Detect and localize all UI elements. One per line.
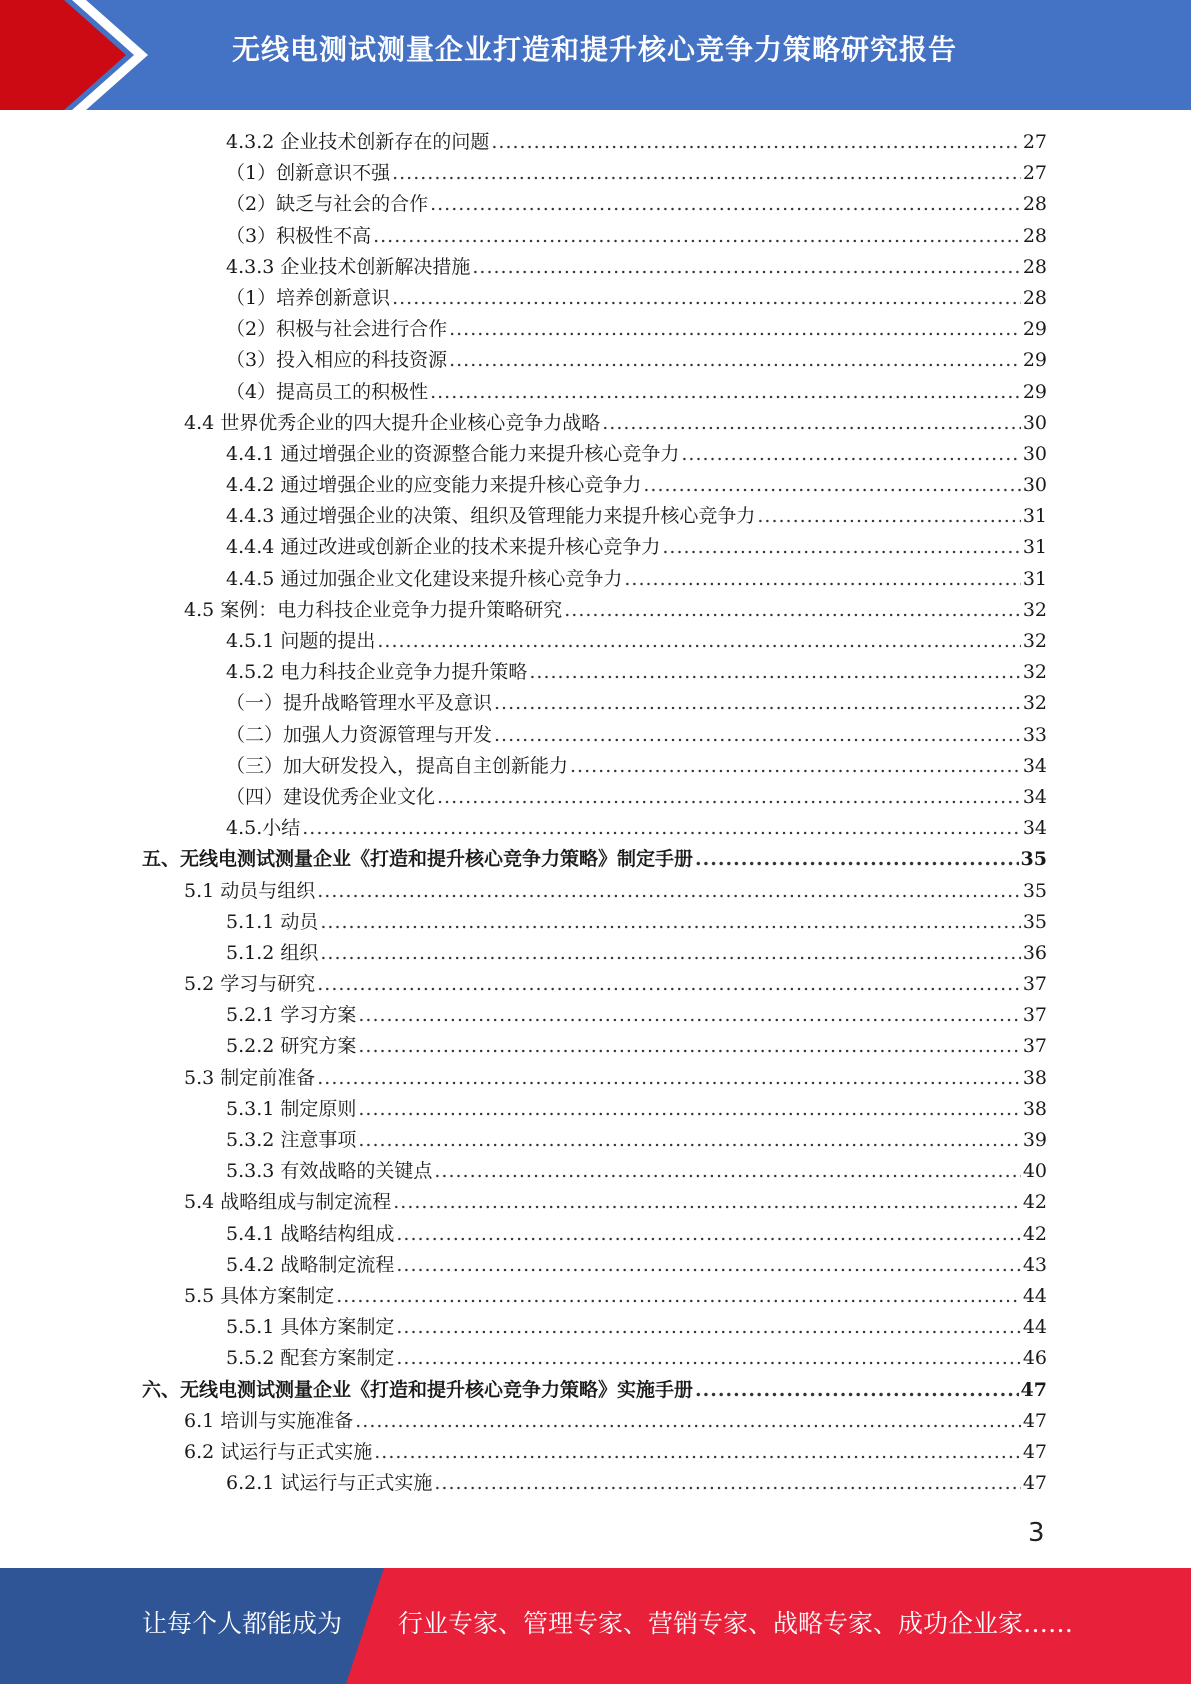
toc-dot-leader bbox=[472, 252, 1020, 283]
toc-entry-title: （1）培养创新意识 bbox=[226, 286, 391, 309]
toc-entry[interactable] bbox=[0, 938, 1191, 969]
toc-entry[interactable] bbox=[0, 969, 1191, 1000]
toc-entry-page: 35 bbox=[1022, 910, 1047, 933]
toc-entry[interactable] bbox=[0, 1312, 1191, 1343]
toc-dot-leader bbox=[434, 1468, 1020, 1499]
toc-entry[interactable] bbox=[0, 189, 1191, 220]
toc-entry-page: 47 bbox=[1022, 1472, 1047, 1495]
toc-dot-leader bbox=[392, 283, 1021, 314]
toc-dot-leader bbox=[437, 782, 1021, 813]
toc-entry-title: （3）积极性不高 bbox=[226, 224, 372, 247]
toc-entry-title: 4.4.3 通过增强企业的决策、组织及管理能力来提升核心竞争力 bbox=[226, 505, 756, 528]
toc-dot-leader bbox=[358, 1125, 1020, 1156]
toc-entry[interactable] bbox=[0, 751, 1191, 782]
toc-entry-title: 5.3 制定前准备 bbox=[184, 1066, 316, 1089]
toc-entry-title: 4.4.2 通过增强企业的应变能力来提升核心竞争力 bbox=[226, 474, 642, 497]
toc-entry-page: 32 bbox=[1022, 692, 1047, 715]
toc-entry-page: 35 bbox=[1020, 848, 1047, 871]
toc-entry-title: 5.5.2 配套方案制定 bbox=[226, 1347, 395, 1370]
toc-entry-page: 38 bbox=[1022, 1066, 1047, 1089]
toc-dot-leader bbox=[336, 1281, 1021, 1312]
toc-dot-leader bbox=[564, 595, 1021, 626]
toc-entry-title: 5.3.2 注意事项 bbox=[226, 1129, 357, 1151]
toc-entry-title: 4.4.1 通过增强企业的资源整合能力来提升核心竞争力 bbox=[226, 442, 680, 465]
footer-slogan: 让每个人都能成为 bbox=[142, 1609, 343, 1638]
toc-entry-title: 5.5 具体方案制定 bbox=[184, 1284, 335, 1307]
toc-entry[interactable] bbox=[0, 1187, 1191, 1218]
toc-entry-title: 4.4 世界优秀企业的四大提升企业核心竞争力战略 bbox=[184, 411, 601, 434]
toc-entry-page: 29 bbox=[1022, 380, 1047, 403]
toc-dot-leader bbox=[430, 377, 1021, 408]
toc-entry-title: 5.2 学习与研究 bbox=[184, 973, 316, 996]
toc-entry[interactable] bbox=[0, 1156, 1191, 1187]
toc-entry-title: 4.3.3 企业技术创新解决措施 bbox=[226, 255, 471, 278]
toc-entry[interactable] bbox=[0, 283, 1191, 314]
toc-dot-leader bbox=[358, 1094, 1020, 1125]
toc-entry[interactable] bbox=[0, 314, 1191, 345]
toc-dot-leader bbox=[302, 813, 1021, 844]
toc-dot-leader bbox=[396, 1219, 1020, 1250]
toc-entry[interactable] bbox=[0, 1219, 1191, 1250]
toc-entry-page: 34 bbox=[1022, 754, 1047, 777]
toc-entry-page: 46 bbox=[1022, 1347, 1047, 1370]
toc-dot-leader bbox=[393, 1187, 1021, 1218]
toc-dot-leader bbox=[320, 938, 1020, 969]
toc-entry[interactable] bbox=[0, 1406, 1191, 1437]
toc-entry-page: 30 bbox=[1022, 474, 1047, 497]
toc-dot-leader bbox=[358, 1031, 1020, 1062]
page-footer bbox=[0, 1568, 1191, 1684]
toc-entry[interactable] bbox=[0, 1437, 1191, 1468]
toc-entry-title: 4.5.2 电力科技企业竞争力提升策略 bbox=[226, 661, 528, 684]
toc-entry-page: 43 bbox=[1022, 1253, 1047, 1276]
toc-dot-leader bbox=[396, 1250, 1020, 1281]
toc-entry[interactable] bbox=[0, 813, 1191, 844]
toc-entry-page: 39 bbox=[1022, 1129, 1047, 1151]
toc-entry-page: 30 bbox=[1022, 411, 1047, 434]
toc-entry[interactable] bbox=[0, 1000, 1191, 1031]
toc-entry-page: 28 bbox=[1022, 255, 1047, 278]
toc-entry[interactable] bbox=[0, 377, 1191, 408]
toc-entry-page: 40 bbox=[1022, 1160, 1047, 1183]
toc-dot-leader bbox=[449, 314, 1021, 345]
toc-entry-title: （三）加大研发投入，提高自主创新能力 bbox=[226, 754, 569, 777]
toc-dot-leader bbox=[494, 688, 1021, 719]
toc-entry-page: 37 bbox=[1022, 1035, 1047, 1058]
toc-entry-page: 30 bbox=[1022, 442, 1047, 465]
toc-entry[interactable] bbox=[0, 876, 1191, 907]
toc-dot-leader bbox=[396, 1312, 1020, 1343]
toc-entry[interactable] bbox=[0, 1343, 1191, 1374]
toc-entry-page: 32 bbox=[1022, 661, 1047, 684]
toc-dot-leader bbox=[392, 158, 1021, 189]
toc-entry[interactable] bbox=[0, 501, 1191, 532]
toc-entry[interactable] bbox=[0, 252, 1191, 283]
toc-entry-title: （4）提高员工的积极性 bbox=[226, 380, 429, 403]
toc-entry[interactable] bbox=[0, 345, 1191, 376]
toc-entry-title: 六、无线电测试测量企业《打造和提升核心竞争力策略》实施手册 bbox=[142, 1378, 694, 1401]
page-header bbox=[0, 0, 1191, 110]
toc-entry[interactable] bbox=[0, 564, 1191, 595]
toc-entry[interactable] bbox=[0, 1281, 1191, 1312]
toc-entry[interactable] bbox=[0, 657, 1191, 688]
header-arrow-decoration bbox=[0, 0, 150, 110]
toc-entry-title: 5.4.2 战略制定流程 bbox=[226, 1253, 395, 1276]
toc-entry-title: （一）提升战略管理水平及意识 bbox=[226, 692, 493, 715]
toc-entry[interactable] bbox=[0, 221, 1191, 252]
toc-entry-title: 4.5.1 问题的提出 bbox=[226, 630, 376, 652]
toc-entry-title: （二）加强人力资源管理与开发 bbox=[226, 723, 493, 746]
footer-tagline: 行业专家、管理专家、营销专家、战略专家、成功企业家…… bbox=[398, 1609, 1074, 1638]
toc-entry-page: 47 bbox=[1020, 1378, 1047, 1401]
toc-entry[interactable] bbox=[0, 408, 1191, 439]
toc-entry-title: 5.2.2 研究方案 bbox=[226, 1035, 357, 1058]
toc-entry-title: 6.2.1 试运行与正式实施 bbox=[226, 1472, 433, 1495]
toc-entry-title: 5.4 战略组成与制定流程 bbox=[184, 1191, 392, 1214]
toc-entry-page: 31 bbox=[1022, 567, 1047, 590]
toc-entry[interactable] bbox=[0, 1125, 1191, 1156]
toc-entry-title: 4.4.5 通过加强企业文化建设来提升核心竞争力 bbox=[226, 567, 623, 590]
toc-entry[interactable] bbox=[0, 470, 1191, 501]
toc-entry[interactable] bbox=[0, 1063, 1191, 1094]
toc-entry-title: 5.4.1 战略结构组成 bbox=[226, 1222, 395, 1245]
toc-dot-leader bbox=[491, 127, 1020, 158]
toc-entry-title: 4.4.4 通过改进或创新企业的技术来提升核心竞争力 bbox=[226, 536, 661, 559]
toc-entry-page: 35 bbox=[1022, 879, 1047, 902]
toc-entry[interactable] bbox=[0, 844, 1191, 875]
toc-entry-title: 4.5.小结 bbox=[226, 817, 301, 840]
toc-entry-page: 27 bbox=[1022, 162, 1047, 185]
toc-entry[interactable] bbox=[0, 1375, 1191, 1406]
toc-entry[interactable] bbox=[0, 1031, 1191, 1062]
toc-entry-page: 28 bbox=[1022, 286, 1047, 309]
toc-entry-page: 42 bbox=[1022, 1222, 1047, 1245]
toc-dot-leader bbox=[355, 1406, 1021, 1437]
toc-dot-leader bbox=[374, 1437, 1021, 1468]
toc-dot-leader bbox=[602, 408, 1021, 439]
toc-entry-page: 38 bbox=[1022, 1097, 1047, 1120]
toc-dot-leader bbox=[320, 907, 1020, 938]
toc-entry-page: 44 bbox=[1022, 1284, 1047, 1307]
toc-dot-leader bbox=[757, 501, 1020, 532]
toc-entry[interactable] bbox=[0, 1094, 1191, 1125]
toc-entry[interactable] bbox=[0, 595, 1191, 626]
toc-entry-title: 5.1.2 组织 bbox=[226, 941, 319, 964]
toc-entry-title: 五、无线电测试测量企业《打造和提升核心竞争力策略》制定手册 bbox=[142, 848, 694, 871]
toc-entry-title: 5.3.3 有效战略的关键点 bbox=[226, 1160, 433, 1183]
toc-entry-title: 5.2.1 学习方案 bbox=[226, 1004, 357, 1027]
toc-dot-leader bbox=[624, 564, 1020, 595]
toc-entry-page: 47 bbox=[1022, 1440, 1047, 1463]
toc-entry-page: 29 bbox=[1022, 318, 1047, 341]
toc-entry[interactable] bbox=[0, 688, 1191, 719]
toc-dot-leader bbox=[643, 470, 1020, 501]
report-title: 无线电测试测量企业打造和提升核心竞争力策略研究报告 bbox=[232, 33, 958, 66]
toc-dot-leader bbox=[317, 1063, 1021, 1094]
toc-entry-title: 5.1 动员与组织 bbox=[184, 879, 316, 902]
toc-entry-page: 28 bbox=[1022, 224, 1047, 247]
toc-entry-title: 5.1.1 动员 bbox=[226, 910, 319, 933]
toc-entry-title: 6.1 培训与实施准备 bbox=[184, 1409, 354, 1432]
toc-dot-leader bbox=[358, 1000, 1020, 1031]
toc-entry-title: （四）建设优秀企业文化 bbox=[226, 785, 436, 808]
toc-dot-leader bbox=[449, 345, 1021, 376]
toc-dot-leader bbox=[430, 189, 1021, 220]
toc-entry-page: 32 bbox=[1022, 598, 1047, 621]
toc-entry[interactable] bbox=[0, 626, 1191, 657]
toc-entry-page: 37 bbox=[1022, 973, 1047, 996]
toc-entry-title: 4.3.2 企业技术创新存在的问题 bbox=[226, 131, 490, 153]
toc-entry-title: （3）投入相应的科技资源 bbox=[226, 349, 448, 372]
toc-dot-leader bbox=[377, 626, 1020, 657]
toc-entry[interactable] bbox=[0, 439, 1191, 470]
toc-entry-page: 29 bbox=[1022, 349, 1047, 372]
toc-dot-leader bbox=[662, 532, 1020, 563]
table-of-contents bbox=[0, 127, 1191, 1499]
toc-entry-title: （1）创新意识不强 bbox=[226, 162, 391, 185]
toc-entry-page: 27 bbox=[1022, 131, 1047, 153]
toc-entry-title: 6.2 试运行与正式实施 bbox=[184, 1440, 373, 1463]
toc-entry-page: 33 bbox=[1022, 723, 1047, 746]
toc-entry-page: 28 bbox=[1022, 193, 1047, 216]
toc-entry-title: （2）积极与社会进行合作 bbox=[226, 318, 448, 341]
toc-entry[interactable] bbox=[0, 907, 1191, 938]
toc-dot-leader bbox=[570, 751, 1021, 782]
toc-dot-leader bbox=[396, 1343, 1020, 1374]
toc-entry-page: 34 bbox=[1022, 785, 1047, 808]
toc-entry[interactable] bbox=[0, 127, 1191, 158]
toc-entry[interactable] bbox=[0, 1250, 1191, 1281]
toc-entry[interactable] bbox=[0, 782, 1191, 813]
toc-entry-page: 42 bbox=[1022, 1191, 1047, 1214]
toc-entry-page: 34 bbox=[1022, 817, 1047, 840]
toc-dot-leader bbox=[434, 1156, 1020, 1187]
toc-entry[interactable] bbox=[0, 158, 1191, 189]
toc-entry[interactable] bbox=[0, 1468, 1191, 1499]
toc-dot-leader bbox=[695, 844, 1019, 875]
toc-entry-title: （2）缺乏与社会的合作 bbox=[226, 193, 429, 216]
toc-entry-page: 37 bbox=[1022, 1004, 1047, 1027]
toc-dot-leader bbox=[317, 876, 1021, 907]
toc-dot-leader bbox=[529, 657, 1020, 688]
toc-dot-leader bbox=[494, 720, 1021, 751]
toc-entry-page: 47 bbox=[1022, 1409, 1047, 1432]
toc-entry-title: 4.5 案例：电力科技企业竞争力提升策略研究 bbox=[184, 598, 563, 621]
toc-entry[interactable] bbox=[0, 532, 1191, 563]
toc-entry-page: 31 bbox=[1022, 536, 1047, 559]
toc-entry-title: 5.3.1 制定原则 bbox=[226, 1097, 357, 1120]
toc-dot-leader bbox=[317, 969, 1021, 1000]
toc-entry-page: 36 bbox=[1022, 941, 1047, 964]
toc-dot-leader bbox=[681, 439, 1020, 470]
toc-entry-title: 5.5.1 具体方案制定 bbox=[226, 1316, 395, 1339]
toc-entry-page: 31 bbox=[1022, 505, 1047, 528]
toc-entry-page: 32 bbox=[1022, 630, 1047, 652]
page-number: 3 bbox=[1028, 1518, 1045, 1548]
toc-dot-leader bbox=[695, 1375, 1019, 1406]
toc-entry-page: 44 bbox=[1022, 1316, 1047, 1339]
toc-dot-leader bbox=[373, 221, 1021, 252]
toc-entry[interactable] bbox=[0, 720, 1191, 751]
